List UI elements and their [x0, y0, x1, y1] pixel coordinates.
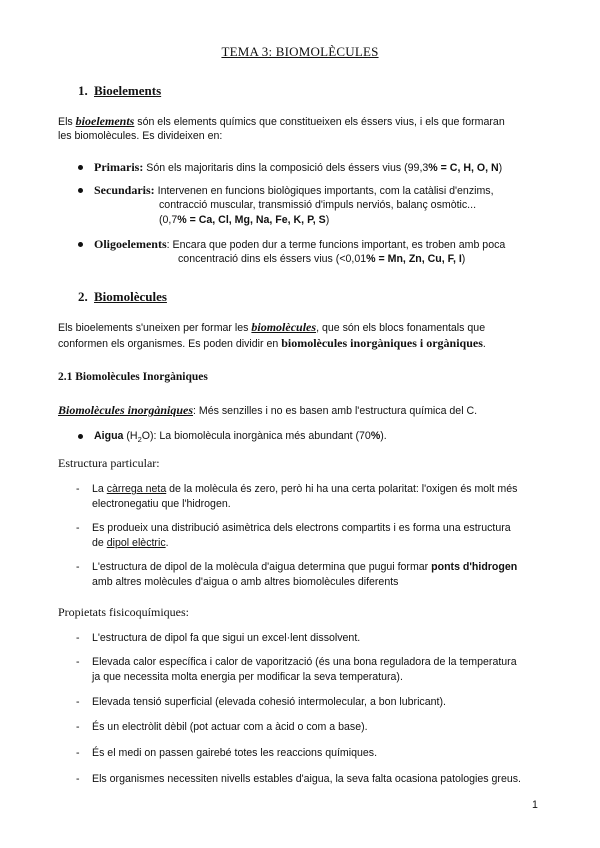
- estructura-item-3: - L'estructura de dipol de la molècula d'aigua determina que pugui formar ponts d'hidrogen amb altres molècules d'aigua o amb altres biomolècules diferents: [76, 561, 518, 588]
- list-item-aigua: Aigua $(H_2O)$: La biomolècula inorgànica més abundant (70%).: [78, 429, 558, 445]
- section-2-title: Biomolècules: [94, 289, 167, 304]
- secundaris-term: Secundaris:: [94, 183, 155, 197]
- estructura-item-2: - Es produeix una distribució asimètrica dels electrons compartits i es forma una estructura de dipol elèctric.: [76, 522, 511, 549]
- aigua-term: Aigua: [94, 430, 124, 442]
- propietats-item-5: - És el medi on passen gairebé totes les reaccions químiques.: [76, 747, 378, 759]
- section-2-heading: [78, 289, 378, 305]
- propietats-item-3: - Elevada tensió superficial (elevada cohesió intermolecular, a bon lubricant).: [76, 696, 446, 708]
- list-item-secundaris: Secundaris: Intervenen en funcions biològiques importants, com la catàlisi d'enzims, contracció muscular, transmissió d'impuls nerviós, balanç osmòtic... (0,7% = Ca, Cl, Mg, Na, Fe, K, P, S): [78, 183, 558, 231]
- section-2-intro-line-2: conformen els organismes. Es poden dividir en biomolècules inorgàniques i orgàniques.: [58, 336, 486, 350]
- bullet-icon: [78, 165, 83, 170]
- list-item-oligoelements: Oligoelements: Encara que poden dur a terme funcions important, es troben amb poca concentració dins els éssers vius (<0,01% = Mn, Zn, Cu, F, I): [78, 237, 558, 269]
- section-2-number: 2.: [78, 289, 88, 304]
- bullet-icon: [78, 434, 83, 439]
- dash-marker: -: [76, 773, 80, 785]
- dash-marker: -: [76, 696, 80, 708]
- dash-marker: -: [76, 747, 80, 759]
- propietats-heading: Propietats fisicoquímiques:: [58, 605, 189, 619]
- section-1-heading: [78, 83, 378, 99]
- bioelements-term: bioelements: [75, 114, 135, 128]
- oligoelements-term: Oligoelements: [94, 237, 167, 251]
- subsection-2-1-heading: 2.1 Biomolècules Inorgàniques: [58, 371, 208, 383]
- propietats-item-4: - És un electròlit dèbil (pot actuar com a àcid o com a base).: [76, 721, 368, 733]
- estructura-heading: Estructura particular:: [58, 456, 160, 470]
- dash-marker: -: [76, 561, 80, 573]
- dash-marker: -: [76, 656, 80, 668]
- primaris-term: Primaris:: [94, 160, 144, 174]
- section-1-intro-line-2: les biomolècules. Es divideixen en:: [58, 130, 223, 142]
- inorganic-term: Biomolècules inorgàniques: [58, 403, 194, 417]
- propietats-item-2: - Elevada calor específica i calor de vaporització (és una bona reguladora de la temperatura ja que necessita molta energia per modificar la seva temperatura).: [76, 656, 517, 683]
- section-1-number: 1.: [78, 83, 88, 98]
- biomolecules-term: biomolècules: [251, 320, 317, 334]
- propietats-item-1: - L'estructura de dipol fa que sigui un excel·lent dissolvent.: [76, 632, 361, 644]
- section-2-intro-line-1: Els bioelements s'uneixen per formar les biomolècules, que són els blocs fonamentals que: [58, 320, 486, 334]
- page-number: 1: [532, 799, 538, 811]
- section-1-title: Bioelements: [94, 83, 162, 98]
- estructura-item-1: - La càrrega neta de la molècula és zero, però hi ha una certa polaritat: l'oxigen és molt més electronegatiu que l'hidrogen.: [76, 483, 518, 510]
- dash-marker: -: [76, 522, 80, 534]
- inorganic-lead: Biomolècules inorgàniques: Més senzilles i no es basen amb l'estructura química del C.: [58, 403, 478, 417]
- section-1-intro-line-1: Els bioelements són els elements químics que constitueixen els éssers vius, i els que formaran: [58, 114, 505, 128]
- list-item-primaris: Primaris: Són els majoritaris dins la composició dels éssers vius (99,3% = C, H, O, N): [78, 160, 558, 176]
- page-title: TEMA 3: BIOMOLÈCULES: [221, 44, 379, 59]
- bullet-icon: [78, 188, 83, 193]
- propietats-item-6: - Els organismes necessiten nivells estables d'aigua, la seva falta ocasiona patologies greus.: [76, 773, 521, 785]
- dash-marker: -: [76, 632, 80, 644]
- dash-marker: -: [76, 483, 80, 495]
- bullet-icon: [78, 242, 83, 247]
- dash-marker: -: [76, 721, 80, 733]
